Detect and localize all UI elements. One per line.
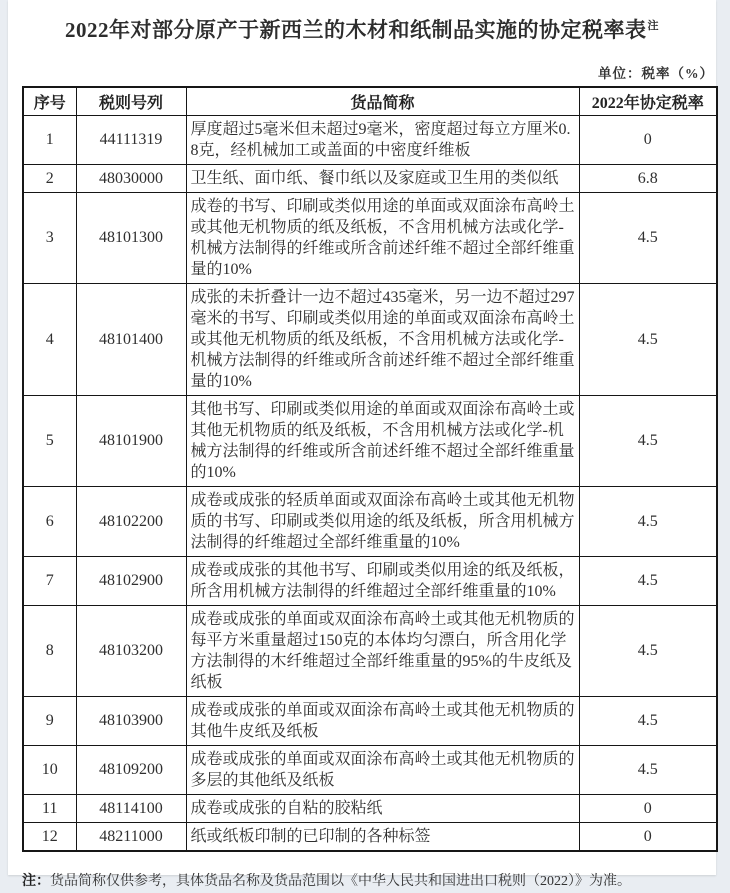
cell-code: 48109200 [76,746,186,795]
page-title-text: 2022年对部分原产于新西兰的木材和纸制品实施的协定税率表 [65,18,647,42]
cell-desc: 成卷或成张的其他书写、印刷或类似用途的纸及纸板，所含用机械方法制得的纤维超过全部纤维重量的10% [186,557,579,606]
cell-code: 48103900 [76,697,186,746]
cell-no: 2 [23,165,76,193]
table-row [23,396,717,487]
cell-desc: 其他书写、印刷或类似用途的单面或双面涂布高岭土或其他无机物质的纸及纸板，不含用机械方法或化学-机械方法制得的纤维或所含前述纤维不超过全部纤维重量的10% [186,396,579,487]
cell-rate: 4.5 [579,697,717,746]
cell-code: 48101900 [76,396,186,487]
cell-desc: 纸或纸板印制的已印制的各种标签 [186,823,579,852]
cell-desc: 成卷或成张的自粘的胶粘纸 [186,795,579,823]
cell-desc: 卫生纸、面巾纸、餐巾纸以及家庭或卫生用的类似纸 [186,165,579,193]
unit-label: 单位：税率（%） [598,66,714,81]
cell-code: 48101400 [76,284,186,396]
column-header-3: 2022年协定税率 [579,87,717,116]
cell-rate: 4.5 [579,284,717,396]
cell-rate: 4.5 [579,193,717,284]
cell-no: 5 [23,396,76,487]
cell-code: 48102200 [76,487,186,557]
cell-code: 48102900 [76,557,186,606]
cell-code: 48103200 [76,606,186,697]
table-body [23,116,717,852]
cell-desc: 成卷或成张的单面或双面涂布高岭土或其他无机物质的其他牛皮纸及纸板 [186,697,579,746]
cell-no: 11 [23,795,76,823]
table-row [23,746,717,795]
cell-rate: 6.8 [579,165,717,193]
cell-rate: 4.5 [579,606,717,697]
cell-no: 9 [23,697,76,746]
cell-rate: 4.5 [579,396,717,487]
table-row [23,697,717,746]
footnote-text: 货品简称仅供参考，具体货品名称及货品范围以《中华人民共和国进出口税则（2022）》为准。 [50,874,631,889]
column-header-1: 税则号列 [76,87,186,116]
cell-code: 48211000 [76,823,186,852]
tariff-rate-table [22,86,718,852]
cell-desc: 成卷的书写、印刷或类似用途的单面或双面涂布高岭土或其他无机物质的纸及纸板，不含用机械方法或化学-机械方法制得的纤维或所含前述纤维不超过全部纤维重量的10% [186,193,579,284]
cell-code: 44111319 [76,116,186,165]
cell-no: 12 [23,823,76,852]
footnote [22,872,702,891]
table-row [23,795,717,823]
cell-no: 8 [23,606,76,697]
cell-rate: 4.5 [579,487,717,557]
footnote-label: 注： [22,874,50,889]
cell-code: 48030000 [76,165,186,193]
table-row [23,165,717,193]
table-header-row [23,87,717,116]
cell-rate: 0 [579,795,717,823]
cell-rate: 4.5 [579,746,717,795]
table-row [23,487,717,557]
cell-rate: 0 [579,823,717,852]
cell-no: 3 [23,193,76,284]
cell-no: 4 [23,284,76,396]
document-page [8,0,716,889]
cell-code: 48114100 [76,795,186,823]
cell-no: 1 [23,116,76,165]
cell-desc: 成卷或成张的单面或双面涂布高岭土或其他无机物质的每平方米重量超过150克的本体均匀漂白，所含用化学方法制得的木纤维超过全部纤维重量的95%的牛皮纸及纸板 [186,606,579,697]
table-row [23,193,717,284]
cell-no: 6 [23,487,76,557]
title-footnote-marker: 注 [647,20,659,32]
table-row [23,557,717,606]
cell-code: 48101300 [76,193,186,284]
table-row [23,284,717,396]
cell-desc: 成卷或成张的单面或双面涂布高岭土或其他无机物质的多层的其他纸及纸板 [186,746,579,795]
cell-rate: 0 [579,116,717,165]
cell-no: 7 [23,557,76,606]
page-title [14,12,710,44]
cell-desc: 成张的未折叠计一边不超过435毫米，另一边不超过297毫米的书写、印刷或类似用途的单面或双面涂布高岭土或其他无机物质的纸及纸板，不含用机械方法或化学-机械方法制得的纤维或所含前述纤维不超过全部纤维重量的10% [186,284,579,396]
table-row [23,606,717,697]
cell-rate: 4.5 [579,557,717,606]
cell-desc: 厚度超过5毫米但未超过9毫米，密度超过每立方厘米0.8克，经机械加工或盖面的中密度纤维板 [186,116,579,165]
table-row [23,116,717,165]
table-row [23,823,717,852]
column-header-0: 序号 [23,87,76,116]
cell-no: 10 [23,746,76,795]
column-header-2: 货品简称 [186,87,579,116]
cell-desc: 成卷或成张的轻质单面或双面涂布高岭土或其他无机物质的书写、印刷或类似用途的纸及纸板，所含用机械方法制得的纤维超过全部纤维重量的10% [186,487,579,557]
